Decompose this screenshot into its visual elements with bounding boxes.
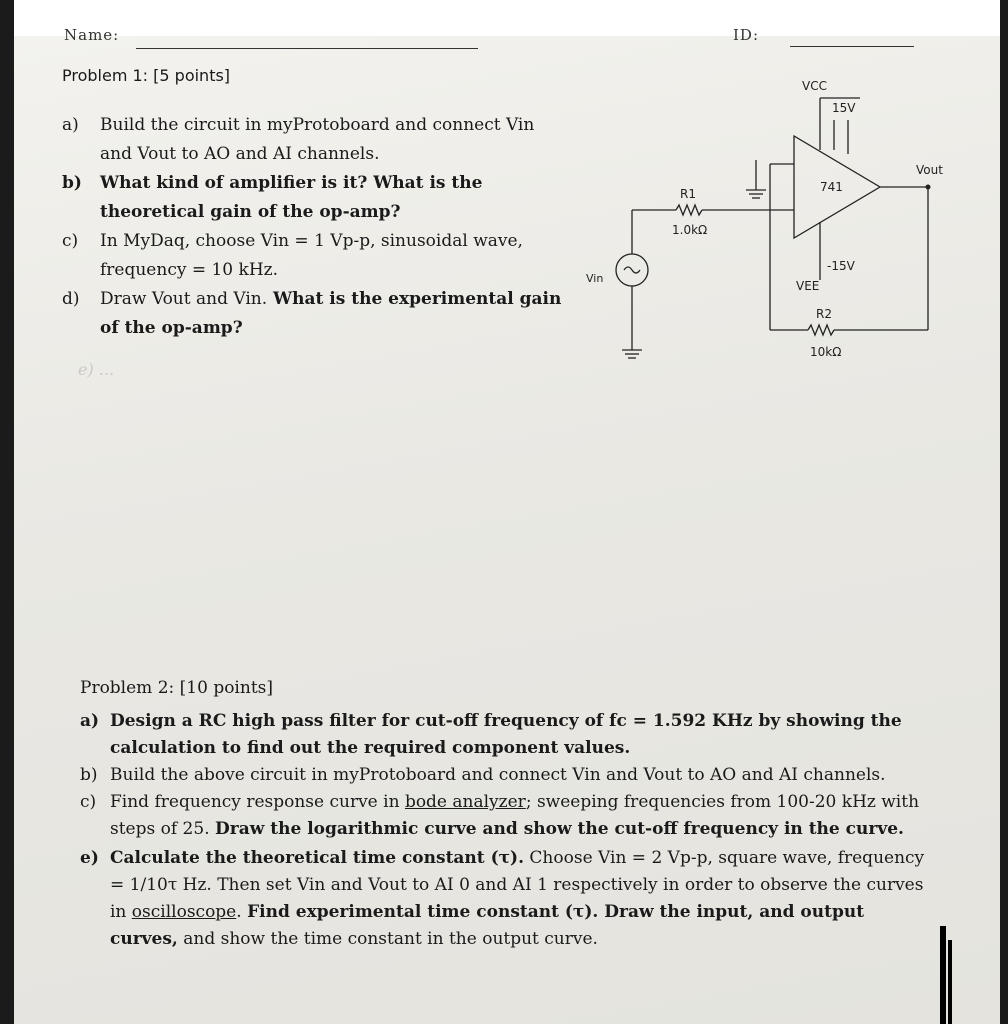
name-label: Name: bbox=[64, 26, 120, 44]
problem-2-item-c bbox=[80, 789, 928, 843]
problem-1-item-d bbox=[62, 285, 562, 343]
item-label: c) bbox=[80, 792, 97, 812]
item-bold-text: Find experimental time constant (τ). Draw the input, and output curves, bbox=[110, 902, 865, 949]
oscilloscope-link: oscilloscope bbox=[131, 902, 237, 922]
problem-2-item-b bbox=[80, 762, 928, 789]
id-label: ID: bbox=[733, 26, 760, 44]
problem-1-item-a bbox=[62, 111, 562, 169]
bode-analyzer-link: bode analyzer bbox=[404, 792, 526, 812]
item-label: d) bbox=[62, 289, 80, 309]
name-line bbox=[136, 48, 478, 49]
r2-value: 10kΩ bbox=[810, 345, 842, 359]
item-text: Build the circuit in myProtoboard and connect Vin and Vout to AO and AI channels. bbox=[100, 115, 535, 164]
r1-label: R1 bbox=[680, 187, 696, 201]
item-text: Design a RC high pass filter for cut-off frequency of fc = 1.592 KHz by showing the calculation to find out the required component values. bbox=[110, 711, 902, 758]
item-text: Find frequency response curve in bbox=[110, 792, 405, 812]
vcc-value: 15V bbox=[832, 101, 856, 115]
problem-1 bbox=[62, 66, 562, 343]
opamp-label: 741 bbox=[820, 180, 843, 194]
r2-resistor bbox=[808, 325, 834, 335]
item-label: b) bbox=[80, 765, 98, 785]
item-text: Build the above circuit in myProtoboard and connect Vin and Vout to AO and AI channels. bbox=[110, 765, 886, 785]
r1-value: 1.0kΩ bbox=[672, 223, 708, 237]
problem-2-item-e bbox=[80, 845, 928, 953]
item-text: Draw Vout and Vin. bbox=[100, 289, 268, 309]
vout-label: Vout bbox=[916, 163, 943, 177]
vin-label: Vin bbox=[586, 272, 604, 285]
item-text: What kind of amplifier is it? What is the theoretical gain of the op-amp? bbox=[100, 173, 483, 222]
item-text: Choose Vin = 2 Vp-p, square wave, frequency = 1/10τ Hz. Then set Vin and Vout to AI 0 and AI 1 respectively in order to observe the curves in bbox=[110, 848, 925, 922]
problem-1-title: Problem 1: [5 points] bbox=[62, 66, 231, 85]
item-label: c) bbox=[62, 231, 79, 251]
item-bold-text: What is the experimental gain of the op-amp? bbox=[100, 289, 562, 338]
faint-erased-text: e) ... bbox=[78, 360, 115, 379]
item-bold-text: Calculate the theoretical time constant (τ). bbox=[110, 848, 525, 868]
item-text: and show the time constant in the output curve. bbox=[177, 929, 598, 949]
r2-label: R2 bbox=[816, 307, 832, 321]
problem-1-item-c bbox=[62, 227, 562, 285]
problem-2 bbox=[80, 678, 928, 953]
item-text: . bbox=[236, 902, 248, 922]
item-text: ; sweeping frequencies from 100-20 kHz with steps of 25. bbox=[110, 792, 920, 839]
problem-1-item-b bbox=[62, 169, 562, 227]
vcc-label: VCC bbox=[802, 79, 827, 93]
vee-label: VEE bbox=[796, 279, 820, 293]
problem-2-title: Problem 2: [10 points] bbox=[80, 678, 274, 698]
top-strip bbox=[14, 0, 1000, 36]
pen-mark bbox=[948, 940, 952, 1024]
r1-resistor bbox=[676, 205, 702, 215]
item-bold-text: Draw the logarithmic curve and show the cut-off frequency in the curve. bbox=[215, 819, 904, 839]
item-label: a) bbox=[62, 115, 79, 135]
item-label: b) bbox=[62, 173, 82, 193]
pen-mark bbox=[940, 926, 946, 1024]
opamp-circuit-diagram bbox=[580, 70, 960, 380]
item-label: a) bbox=[80, 711, 100, 731]
item-text: In MyDaq, choose Vin = 1 Vp-p, sinusoidal wave, frequency = 10 kHz. bbox=[100, 231, 523, 280]
vee-value: -15V bbox=[827, 259, 855, 273]
problem-2-item-a bbox=[80, 708, 928, 762]
item-label: e) bbox=[80, 848, 99, 868]
id-line bbox=[790, 46, 914, 47]
